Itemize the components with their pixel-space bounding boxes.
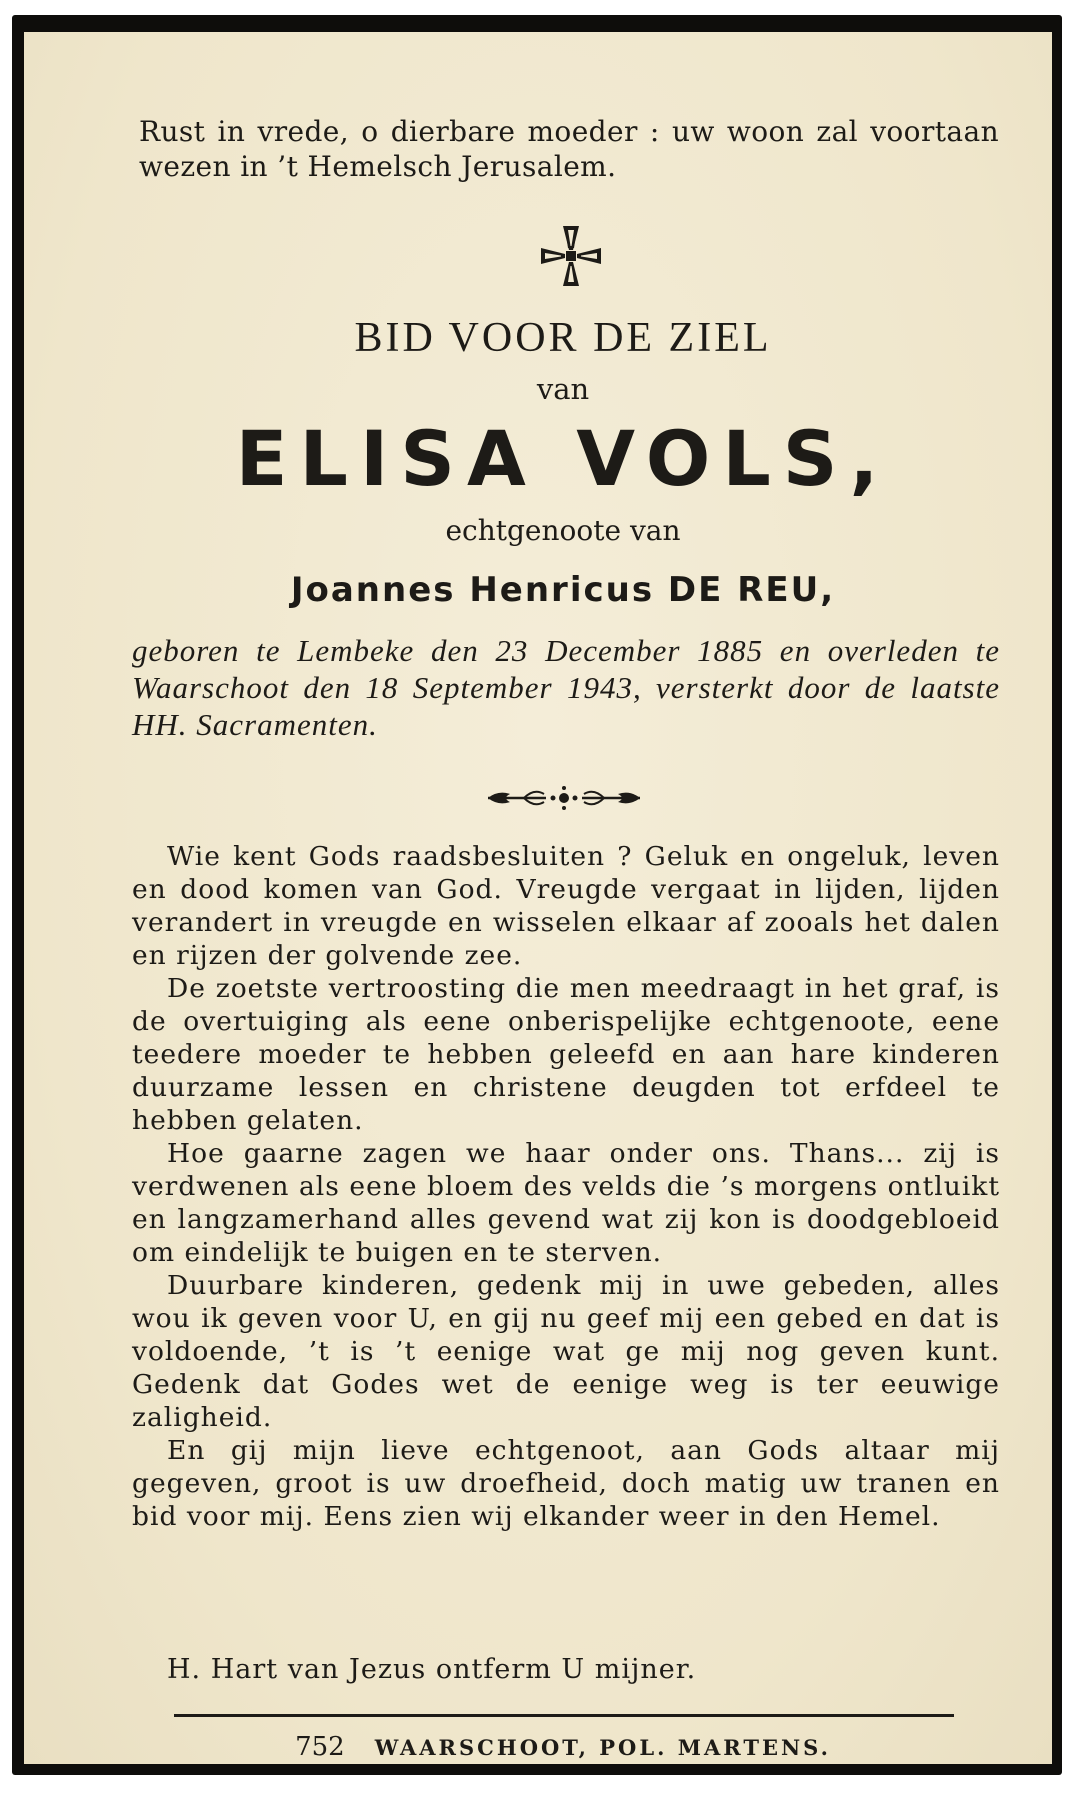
paragraph-4: Duurbare kinderen, gedenk mij in uwe gebeden, alles wou ik geven voor U, en gij nu geef mij een gebed en dat is voldoende, ’t is ’t eenige wat ge mij nog geven kunt. Gedenk dat Godes wet de eenige weg is ter eeuwige zaligheid. [132, 1270, 1000, 1433]
cross-icon [539, 224, 603, 288]
closing-prayer: H. Hart van Jezus ontferm U mijner. [167, 1654, 697, 1685]
paragraph-3: Hoe gaarne zagen we haar onder ons. Thans... zij is verdwenen als eene bloem des velds die ’s morgens ontluikt en langzamerhand alles gevend wat zij kon is doodgebloeid om eindelijk te buigen en te sterven. [132, 1138, 1000, 1268]
heading-bid-voor-de-ziel: BID VOOR DE ZIEL [354, 315, 772, 361]
printer-footer [24, 1732, 1078, 1762]
heading-van: van [536, 372, 590, 406]
spouse-intro: echtgenoote van [445, 514, 681, 547]
printer-name: WAARSCHOOT, POL. MARTENS. [374, 1735, 831, 1760]
memorial-card [24, 32, 1052, 1764]
spouse-name: Joannes Henricus DE REU, [290, 570, 836, 610]
opening-verse: Rust in vrede, o dierbare moeder : uw woon zal voortaan wezen in ’t Hemelsch Jerusalem. [139, 115, 999, 183]
deceased-name: ELISA VOLS, [235, 414, 891, 503]
card-number: 752 [295, 1732, 345, 1762]
paragraph-5: En gij mijn lieve echtgenoot, aan Gods altaar mij gegeven, groot is uw droefheid, doch matig uw tranen en bid voor mij. Eens zien wij elkander weer in den Hemel. [132, 1435, 1000, 1532]
paragraph-1: Wie kent Gods raadsbesluiten ? Geluk en ongeluk, leven en dood komen van God. Vreugde vergaat in lijden, lijden verandert in vreugde en wisselen elkaar af zooals het dalen en rijzen der golvende zee. [132, 841, 1000, 971]
divider-rule [174, 1714, 954, 1717]
ornament-divider-icon [484, 784, 644, 812]
biography: geboren te Lembeke den 23 December 1885 en overleden te Waarschoot den 18 September 1943, versterkt door de laatste HH. Sacramenten. [132, 633, 1000, 742]
body-text [132, 840, 1000, 1533]
paragraph-2: De zoetste vertroosting die men meedraagt in het graf, is de overtuiging als eene onberispelijke echtgenoote, eene teedere moeder te hebben geleefd en aan hare kinderen duurzame lessen en christene deugden tot erfdeel te hebben gelaten. [132, 973, 1000, 1136]
